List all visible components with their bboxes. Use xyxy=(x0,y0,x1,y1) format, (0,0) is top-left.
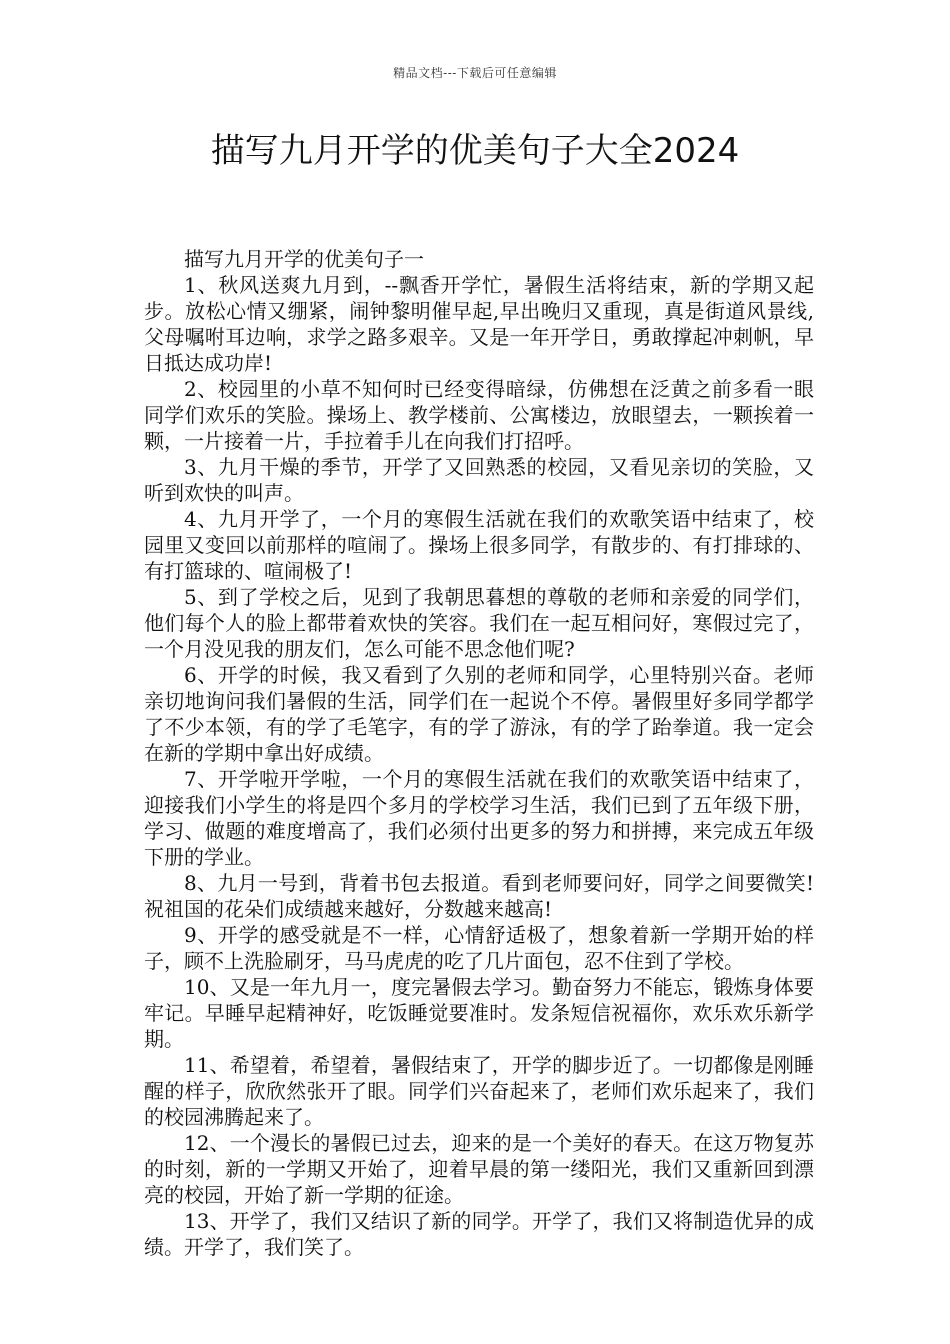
page-header: 精品文档---下载后可任意编辑 xyxy=(393,66,557,80)
paragraph-4: 4、九月开学了，一个月的寒假生活就在我们的欢歌笑语中结束了，校园里又变回以前那样的喧闹了。操场上很多同学，有散步的、有打排球的、有打篮球的、喧闹极了! xyxy=(144,507,814,583)
section-heading: 描写九月开学的优美句子一 xyxy=(184,247,424,271)
paragraph-7: 7、开学啦开学啦，一个月的寒假生活就在我们的欢歌笑语中结束了，迎接我们小学生的将是四个多月的学校学习生活，我们已到了五年级下册，学习、做题的难度增高了，我们必须付出更多的努力和拼搏，来完成五年级下册的学业。 xyxy=(144,767,814,869)
paragraph-8: 8、九月一号到，背着书包去报道。看到老师要问好，同学之间要微笑!祝祖国的花朵们成绩越来越好，分数越来越高! xyxy=(144,871,814,921)
paragraph-9: 9、开学的感受就是不一样，心情舒适极了，想象着新一学期开始的样子，顾不上洗脸刷牙，马马虎虎的吃了几片面包，忍不住到了学校。 xyxy=(144,923,814,973)
paragraph-1: 1、秋风送爽九月到，--飘香开学忙，暑假生活将结束，新的学期又起步。放松心情又绷紧，闹钟黎明催早起,早出晚归又重现，真是街道风景线,父母嘱咐耳边响，求学之路多艰辛。又是一年开学日，勇敢撑起冲刺帆，早日抵达成功岸! xyxy=(144,273,814,375)
document-body xyxy=(144,246,814,1260)
paragraph-10: 10、又是一年九月一，度完暑假去学习。勤奋努力不能忘，锻炼身体要牢记。早睡早起精神好，吃饭睡觉要准时。发条短信祝福你，欢乐欢乐新学期。 xyxy=(144,975,814,1051)
paragraph-13: 13、开学了，我们又结识了新的同学。开学了，我们又将制造优异的成绩。开学了，我们笑了。 xyxy=(144,1209,814,1259)
paragraph-12: 12、一个漫长的暑假已过去，迎来的是一个美好的春天。在这万物复苏的时刻，新的一学期又开始了，迎着早晨的第一缕阳光，我们又重新回到漂亮的校园，开始了新一学期的征途。 xyxy=(144,1131,814,1207)
document-title: 描写九月开学的优美句子大全2024 xyxy=(210,131,740,171)
paragraph-11: 11、希望着，希望着，暑假结束了，开学的脚步近了。一切都像是刚睡醒的样子，欣欣然张开了眼。同学们兴奋起来了，老师们欢乐起来了，我们的校园沸腾起来了。 xyxy=(144,1053,814,1129)
paragraph-3: 3、九月干燥的季节，开学了又回熟悉的校园，又看见亲切的笑脸，又听到欢快的叫声。 xyxy=(144,455,814,505)
paragraph-5: 5、到了学校之后，见到了我朝思暮想的尊敬的老师和亲爱的同学们，他们每个人的脸上都带着欢快的笑容。我们在一起互相问好，寒假过完了，一个月没见我的朋友们，怎么可能不思念他们呢? xyxy=(144,585,814,661)
paragraph-6: 6、开学的时候，我又看到了久别的老师和同学，心里特别兴奋。老师亲切地询问我们暑假的生活，同学们在一起说个不停。暑假里好多同学都学了不少本领，有的学了毛笔字，有的学了游泳，有的学了跆拳道。我一定会在新的学期中拿出好成绩。 xyxy=(144,663,814,765)
paragraph-2: 2、校园里的小草不知何时已经变得暗绿，仿佛想在泛黄之前多看一眼同学们欢乐的笑脸。操场上、教学楼前、公寓楼边，放眼望去，一颗挨着一颗，一片接着一片，手拉着手儿在向我们打招呼。 xyxy=(144,377,814,453)
